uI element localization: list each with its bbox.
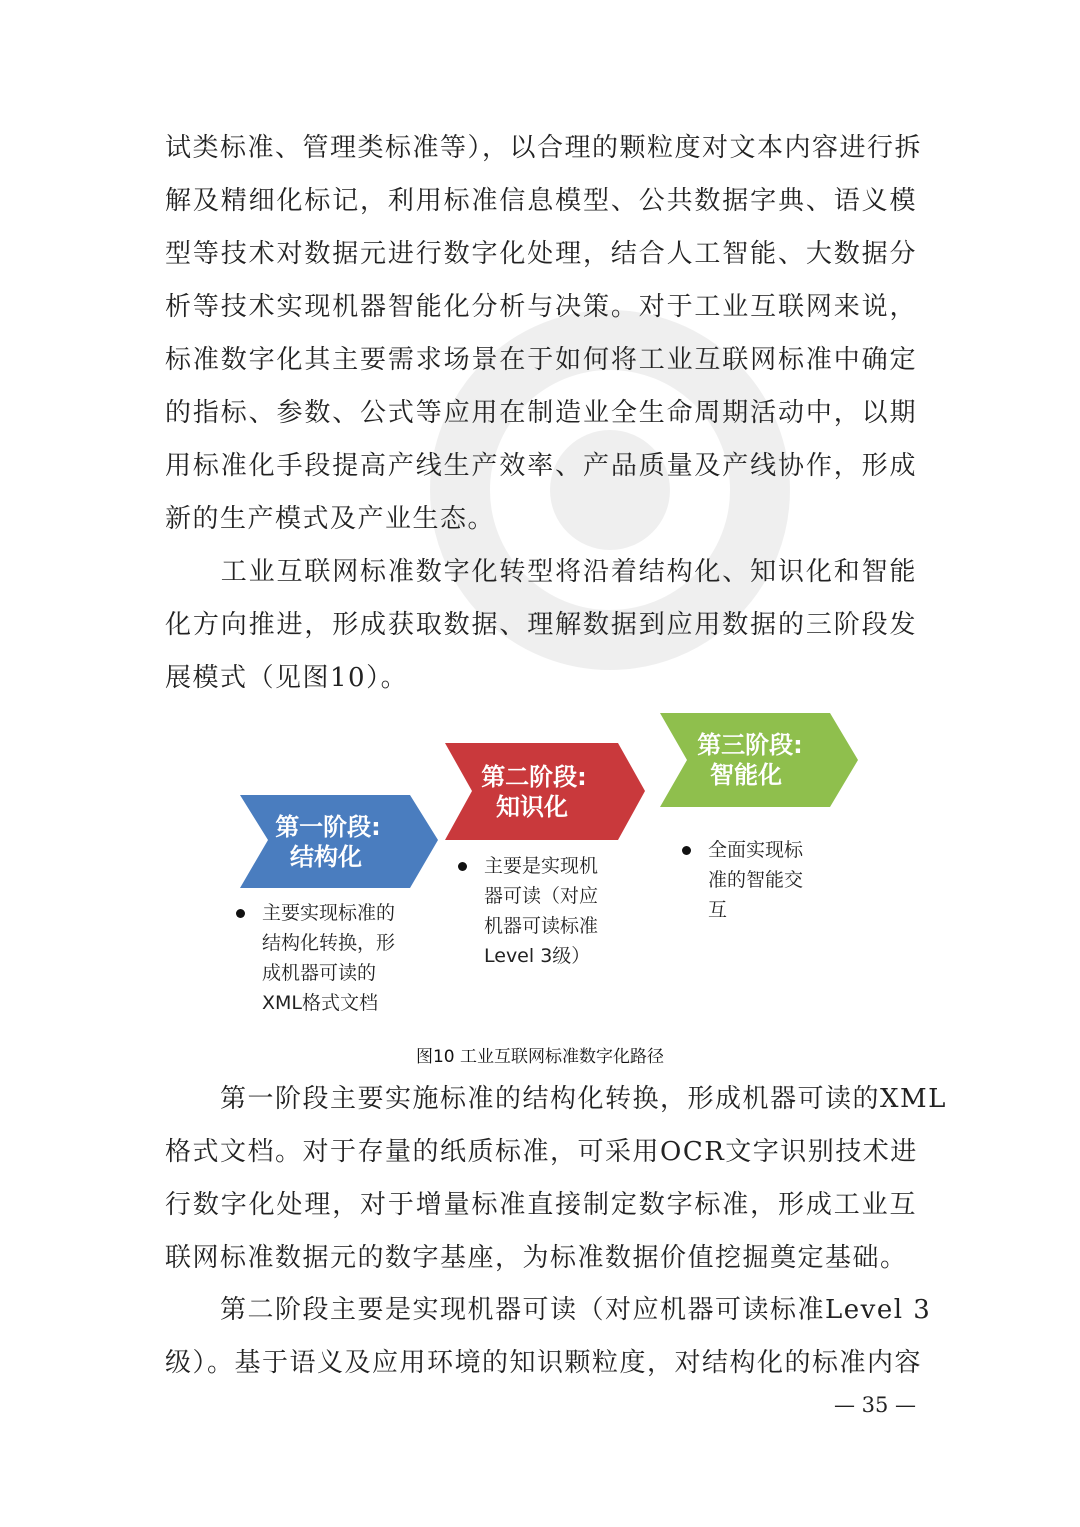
bullet-dot-icon xyxy=(458,862,467,871)
bullet-dot-icon xyxy=(682,846,691,855)
text-line: 行数字化处理，对于增量标准直接制定数字标准，形成工业互 xyxy=(165,1190,917,1220)
text-line: 化方向推进，形成获取数据、理解数据到应用数据的三阶段发 xyxy=(165,610,917,640)
stage-1-arrow xyxy=(240,795,438,888)
text-line: 工业互联网标准数字化转型将沿着结构化、知识化和智能 xyxy=(165,557,917,587)
text-line: 级）。基于语义及应用环境的知识颗粒度，对结构化的标准内容 xyxy=(165,1348,923,1378)
stage-2-bullet xyxy=(458,851,658,976)
stage-1-bullet xyxy=(236,898,436,1023)
text-line: 试类标准、管理类标准等），以合理的颗粒度对文本内容进行拆 xyxy=(165,133,923,163)
stage-2-description: 主要是实现机 器可读（对应 机器可读标准 Level 3级） xyxy=(484,855,599,967)
stage-2-title: 第二阶段: xyxy=(481,763,587,791)
page-number: — 35 — xyxy=(833,1393,917,1417)
text-line: 格式文档。对于存量的纸质标准，可采用OCR文字识别技术进 xyxy=(165,1137,918,1167)
text-line: 用标准化手段提高产线生产效率、产品质量及产线协作，形成 xyxy=(165,451,917,481)
stage-1-description: 主要实现标准的 结构化转换，形 成机器可读的 XML格式文档 xyxy=(262,902,396,1014)
stage-2-subtitle: 知识化 xyxy=(496,793,568,821)
paragraph-2 xyxy=(165,546,917,705)
text-line: 联网标准数据元的数字基座，为标准数据价值挖掘奠定基础。 xyxy=(165,1243,908,1273)
text-line: 第一阶段主要实施标准的结构化转换，形成机器可读的XML xyxy=(165,1084,947,1114)
text-line: 型等技术对数据元进行数字化处理，结合人工智能、大数据分 xyxy=(165,239,917,269)
stage-1-title: 第一阶段: xyxy=(275,813,381,841)
stage-3-arrow xyxy=(660,713,858,807)
paragraph-1 xyxy=(165,122,923,546)
bullet-dot-icon xyxy=(236,909,245,918)
stage-3-bullet xyxy=(682,835,882,930)
stage-3-subtitle: 智能化 xyxy=(710,761,782,789)
stage-1-subtitle: 结构化 xyxy=(290,843,362,871)
text-line: 第二阶段主要是实现机器可读（对应机器可读标准Level 3 xyxy=(165,1295,932,1325)
stage-3-title: 第三阶段: xyxy=(697,731,803,759)
stage-2-arrow xyxy=(445,743,645,840)
text-line: 新的生产模式及产业生态。 xyxy=(165,504,496,534)
text-line: 析等技术实现机器智能化分析与决策。对于工业互联网来说， xyxy=(165,292,917,322)
figure-caption: 图10 工业互联网标准数字化路径 xyxy=(415,1047,665,1067)
stage-3-description: 全面实现标 准的智能交 互 xyxy=(708,839,804,921)
text-line: 解及精细化标记，利用标准信息模型、公共数据字典、语义模 xyxy=(165,186,917,216)
paragraph-4 xyxy=(165,1284,932,1390)
text-line: 标准数字化其主要需求场景在于如何将工业互联网标准中确定 xyxy=(165,345,917,375)
text-line: 展模式（见图10）。 xyxy=(165,663,409,693)
paragraph-3 xyxy=(165,1073,947,1285)
text-line: 的指标、参数、公式等应用在制造业全生命周期活动中，以期 xyxy=(165,398,917,428)
